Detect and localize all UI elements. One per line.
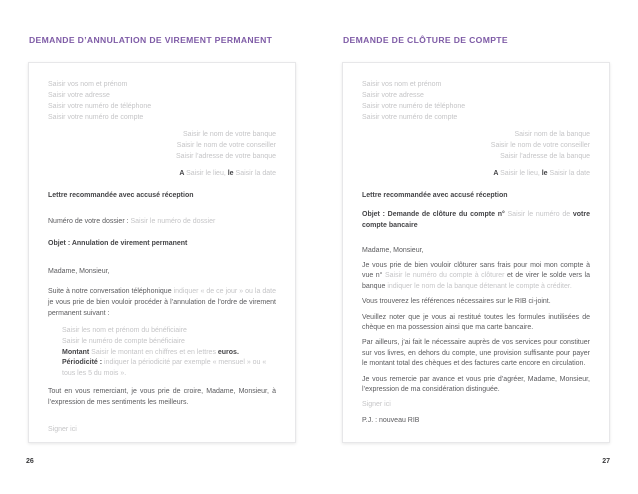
body-paragraph: Je vous remercie par avance et vous prie d’agréer, Madame, Monsieur, l’expression de ma considération distinguée. — [362, 375, 590, 394]
page-27 — [342, 0, 610, 494]
address-line: Saisir l’adresse de la banque — [500, 153, 590, 160]
recipient-address-block — [362, 129, 590, 162]
signature-placeholder: Signer ici — [48, 425, 77, 433]
place-and-date-line: A Saisir le lieu, le Saisir la date — [493, 170, 590, 177]
place-and-date-line: A Saisir le lieu, le Saisir la date — [179, 170, 276, 177]
page-number: 27 — [602, 458, 610, 465]
page-26 — [28, 0, 296, 494]
address-line: Saisir votre adresse — [48, 92, 110, 99]
address-line: Saisir nom de la banque — [514, 131, 590, 138]
detail-line: Périodicité : indiquer la périodicité par exemple « mensuel » ou « tous les 5 du mois ». — [62, 359, 267, 378]
body-paragraph: Par ailleurs, j’ai fait le nécessaire auprès de vos services pour constituer sur vos livres, en dehors du compte, une provision suffisante pour payer le montant total des chèques et des factures carte encore en circulation. — [362, 339, 590, 368]
address-line: Saisir le nom de votre conseiller — [490, 142, 590, 149]
signature-placeholder: Signer ici — [362, 401, 391, 409]
address-line: Saisir votre adresse — [362, 92, 424, 99]
letter-template-card — [28, 62, 296, 443]
page-title: DEMANDE DE CLÔTURE DE COMPTE — [343, 35, 508, 45]
closing-paragraph: Tout en vous remerciant, je vous prie de croire, Madame, Monsieur, à l’expression de mes sentiments les meilleurs. — [48, 387, 276, 406]
address-line: Saisir vos nom et prénom — [48, 81, 128, 88]
address-line: Saisir l’adresse de votre banque — [175, 153, 276, 160]
subject-line: Objet : Annulation de virement permanent — [48, 240, 188, 247]
body-paragraph: Vous trouverez les références nécessaires sur le RIB ci-joint. — [362, 298, 551, 306]
sender-address-block — [48, 79, 276, 123]
address-line: Saisir votre numéro de téléphone — [48, 103, 152, 110]
address-line: Saisir votre numéro de compte — [362, 114, 458, 121]
salutation: Madame, Monsieur, — [48, 268, 110, 275]
detail-line: Saisir le numéro de compte bénéficiaire — [62, 337, 185, 345]
body-paragraph: Je vous prie de bien vouloir clôturer sans frais pour moi mon compte à vue n° Saisir le numéro du compte à clôturer et de virer le solde vers la banque indiquer le nom de la banque détenant le compte à créditer. — [362, 262, 590, 290]
address-line: Saisir votre numéro de compte — [48, 114, 144, 121]
detail-line: Montant Saisir le montant en chiffres et en lettres euros. — [62, 348, 239, 356]
subject-line: Objet : Demande de clôture du compte n° Saisir le numéro de votre compte bancaire — [362, 211, 590, 229]
address-line: Saisir le nom de votre conseiller — [176, 142, 276, 149]
registered-mail-line: Lettre recommandée avec accusé réception — [362, 192, 508, 199]
body-paragraph: Veuillez noter que je vous ai restitué toutes les formules inutilisées de chèque en ma possession ainsi que ma carte bancaire. — [362, 313, 590, 332]
address-line: Saisir le nom de votre banque — [183, 131, 276, 138]
registered-mail-line: Lettre recommandée avec accusé réception — [48, 192, 194, 199]
address-line: Saisir votre numéro de téléphone — [362, 103, 466, 110]
intro-paragraph: Suite à notre conversation téléphonique indiquer « de ce jour » ou la date je vous prie de bien vouloir procéder à l’annulation de l’ordre de virement permanent suivant : — [48, 288, 276, 317]
address-line: Saisir vos nom et prénom — [362, 81, 442, 88]
page-title: DEMANDE D’ANNULATION DE VIREMENT PERMANENT — [29, 35, 273, 45]
detail-line: Saisir les nom et prénom du bénéficiaire — [62, 327, 187, 334]
page-number: 26 — [26, 458, 34, 465]
transfer-details-block — [48, 326, 276, 380]
case-number-line: Numéro de votre dossier : Saisir le numéro de dossier — [48, 218, 216, 225]
sender-address-block — [362, 79, 590, 123]
letter-template-card — [342, 62, 610, 443]
attachment-line: P.J. : nouveau RIB — [362, 417, 420, 425]
salutation: Madame, Monsieur, — [362, 247, 424, 254]
recipient-address-block — [48, 129, 276, 162]
